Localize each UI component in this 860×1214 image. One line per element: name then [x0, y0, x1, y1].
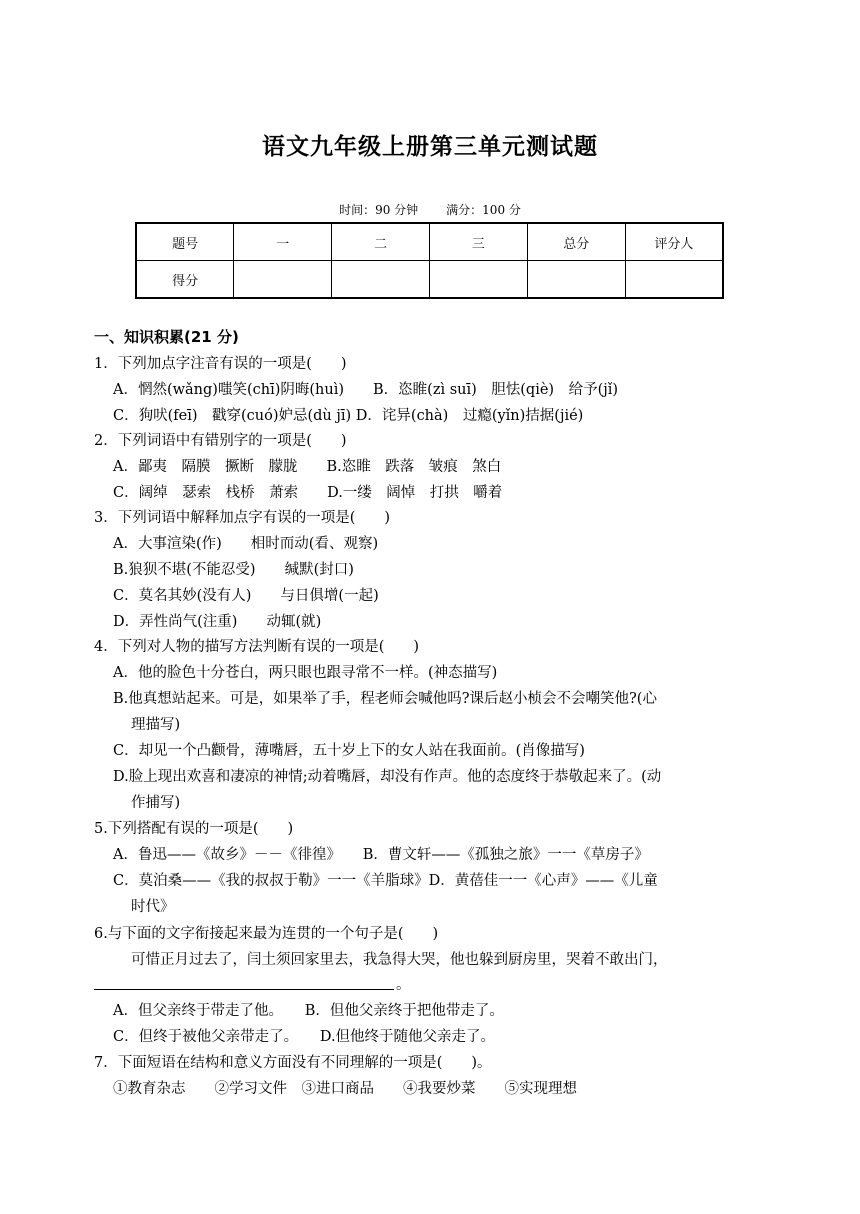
- score-header-cell: 二: [332, 223, 430, 261]
- question-items: ①教育杂志 ②学习文件 ③进口商品 ④我要炒菜 ⑤实现理想: [113, 1081, 577, 1097]
- score-header-cell: 三: [429, 223, 527, 261]
- passage-end-mark: 。: [396, 977, 411, 993]
- score-header-cell: 题号: [136, 223, 234, 261]
- score-cell[interactable]: [625, 261, 723, 299]
- score-table: [135, 222, 724, 299]
- question-option: B.他真想站起来。可是，如果举了手，程老师会喊他吗?课后赵小桢会不会嘲笑他?(心: [113, 691, 657, 707]
- question-stem: 2．下列词语中有错别字的一项是( ): [94, 433, 347, 449]
- question-option: A．他的脸色十分苍白，两只眼也跟寻常不一样。(神态描写): [113, 665, 498, 681]
- score-header-cell: 总分: [527, 223, 625, 261]
- score-cell[interactable]: [429, 261, 527, 299]
- question-option: C．狗吠(feī) 戳穿(cuó)妒忌(dù jī) D．诧异(chà) 过瘾(yǐn)拮据(jié): [113, 408, 584, 424]
- score-cell[interactable]: [234, 261, 332, 299]
- page-title: 语文九年级上册第三单元测试题: [262, 134, 598, 160]
- question-option: A．大事渲染(作) 相时而动(看、观察): [113, 536, 379, 552]
- question-option: C．莫名其妙(没有人) 与日俱增(一起): [113, 588, 379, 604]
- full-score-label: 满分：100 分: [446, 203, 521, 217]
- question-option: C．阔绰 瑟索 栈桥 萧索 D.一缕 阔悼 打拱 嚼着: [113, 485, 503, 501]
- score-header-cell: 一: [234, 223, 332, 261]
- question-option-continued: 理描写): [131, 717, 181, 733]
- score-cell[interactable]: [527, 261, 625, 299]
- question-stem: 6.与下面的文字衔接起来最为连贯的一个句子是( ): [94, 926, 439, 942]
- question-stem: 4．下列对人物的描写方法判断有误的一项是( ): [94, 639, 420, 655]
- question-option: C．但终于被他父亲带走了。 D.但他终于随他父亲走了。: [113, 1029, 496, 1045]
- question-option: B.狼狈不堪(不能忍受) 缄默(封口): [113, 562, 354, 578]
- question-option-continued: 时代》: [131, 899, 175, 915]
- score-table-header-row: [136, 223, 723, 261]
- question-option: A．惘然(wǎng)嗤笑(chī)阴晦(huì) B．恣睢(zì suī) 胆怯(qiè) 给予(jǐ): [113, 382, 619, 398]
- question-option: D.脸上现出欢喜和凄凉的神情;动着嘴唇，却没有作声。他的态度终于恭敬起来了。(动: [113, 769, 662, 785]
- time-label: 时间：90 分钟: [339, 203, 419, 217]
- question-option: A．鄙夷 隔膜 撅断 朦胧 B.恣睢 跌落 皱痕 煞白: [113, 459, 502, 475]
- question-passage: 可惜正月过去了，闫土须回家里去，我急得大哭，他也躲到厨房里，哭着不敢出门，: [131, 952, 668, 968]
- question-stem: 1．下列加点字注音有误的一项是( ): [94, 356, 347, 372]
- question-option: C．莫泊桑——《我的叔叔于勒》一一《羊脂球》D．黄蓓佳一一《心声》——《儿童: [113, 873, 658, 889]
- question-option-continued: 作捕写): [131, 795, 181, 811]
- question-option: A．但父亲终于带走了他。 B．但他父亲终于把他带走了。: [113, 1003, 504, 1019]
- section-heading: 一、知识积累(21 分): [94, 328, 239, 346]
- score-header-cell: 评分人: [625, 223, 723, 261]
- question-stem: 5.下列搭配有误的一项是( ): [94, 821, 294, 837]
- exam-meta: [0, 201, 860, 218]
- question-option: C．却见一个凸颧骨，薄嘴唇，五十岁上下的女人站在我面前。(肖像描写): [113, 743, 585, 759]
- question-stem: 7．下面短语在结构和意义方面没有不同理解的一项是( )。: [94, 1055, 492, 1071]
- score-table-score-row: [136, 261, 723, 299]
- answer-blank-line[interactable]: [94, 989, 394, 990]
- score-cell[interactable]: [332, 261, 430, 299]
- question-stem: 3．下列词语中解释加点字有误的一项是( ): [94, 510, 391, 526]
- question-option: A．鲁迅——《故乡》－－《徘徨》 B．曹文轩——《孤独之旅》一一《草房子》: [113, 847, 649, 863]
- score-row-label: 得分: [136, 261, 234, 299]
- question-option: D．弄性尚气(注重) 动辄(就): [113, 614, 322, 630]
